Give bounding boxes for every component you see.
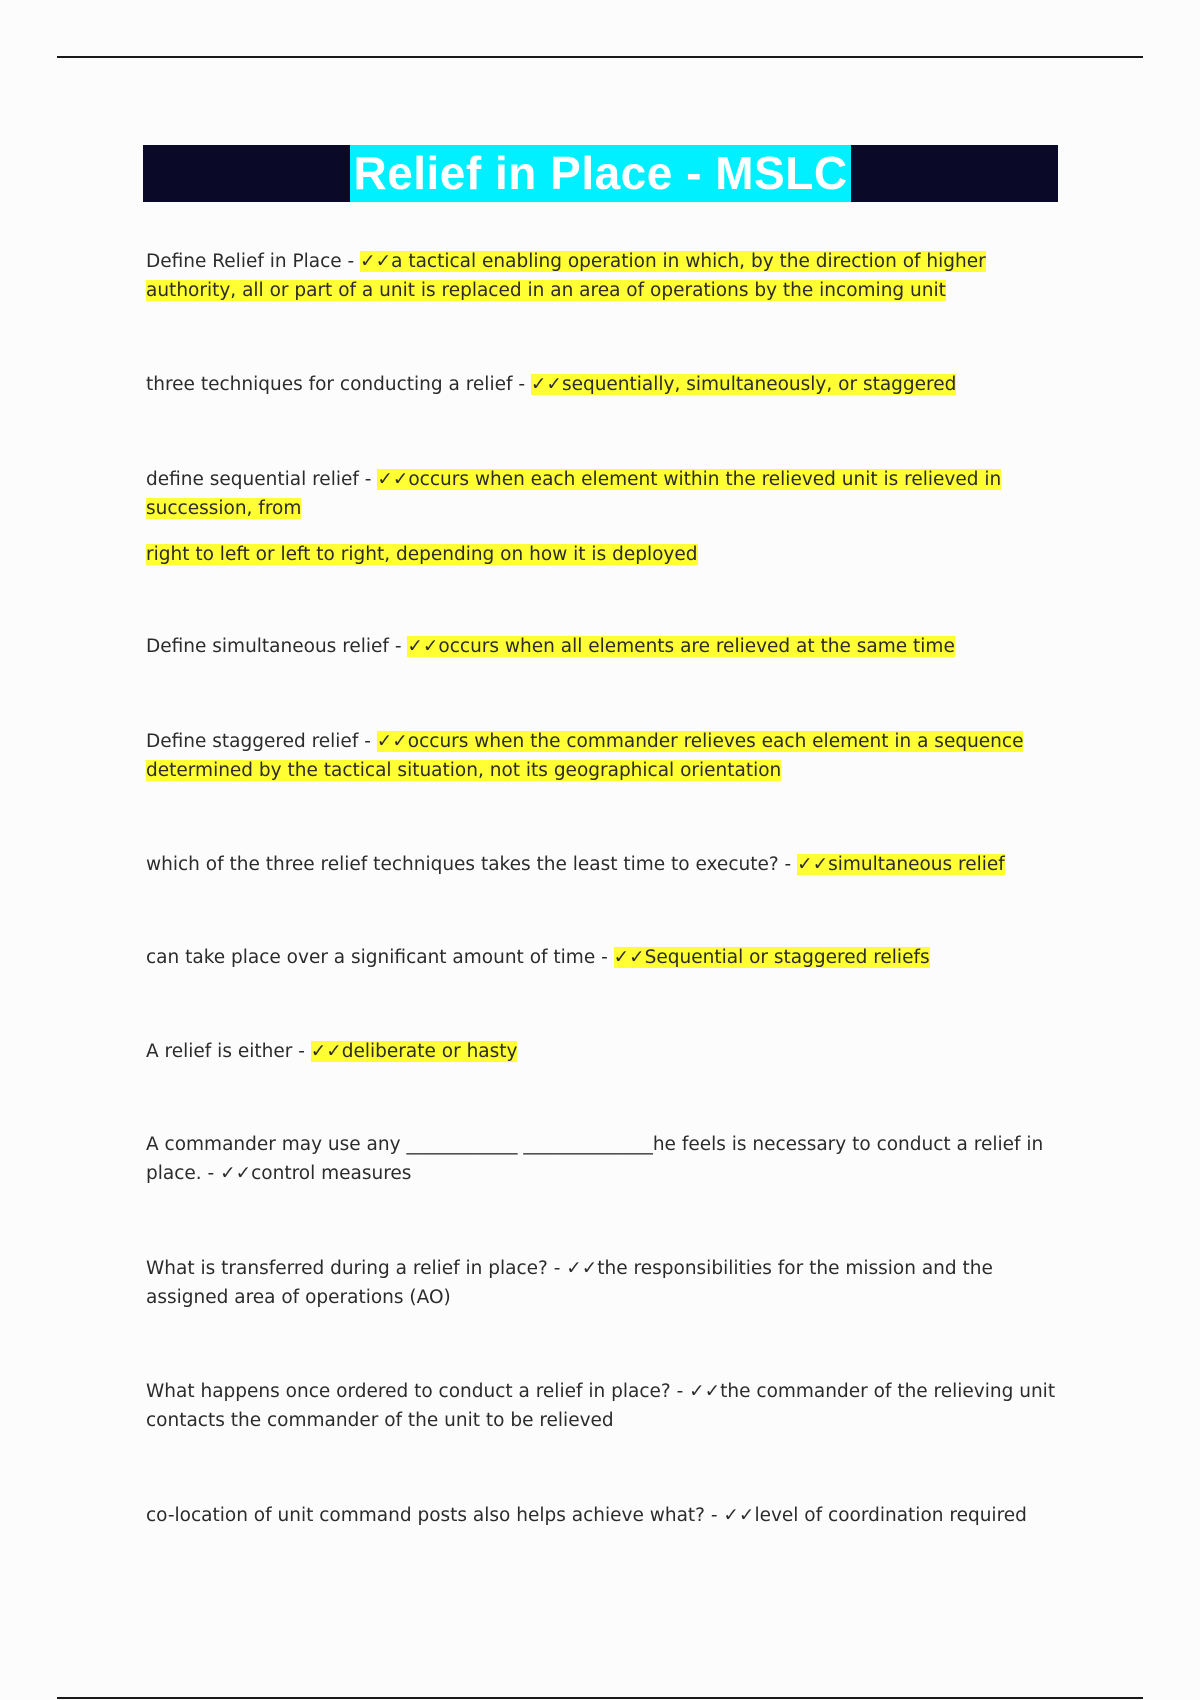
double-check-icon: ✓✓ — [220, 1163, 252, 1184]
double-check-icon: ✓✓ — [566, 1258, 598, 1279]
qa-item — [146, 632, 1066, 661]
qa-item-continuation — [146, 540, 1066, 569]
answer-text: sequentially, simultaneously, or staggered — [561, 374, 957, 395]
double-check-icon: ✓✓ — [613, 947, 645, 968]
double-check-icon: ✓✓ — [360, 251, 392, 272]
answer-text: a tactical enabling operation in which, by the direction of higher authority, all or part of a unit is replaced in an area of operations by the incoming unit — [146, 251, 986, 301]
answer-text: simultaneous relief — [828, 854, 1005, 875]
question-text: A commander may use any ____________ ______________he feels is necessary to conduct a relief in place. - — [146, 1134, 1044, 1184]
question-text: which of the three relief techniques takes the least time to execute? - — [146, 854, 798, 875]
top-rule — [57, 56, 1143, 58]
double-check-icon: ✓✓ — [376, 731, 408, 752]
answer-text: deliberate or hasty — [341, 1041, 518, 1062]
question-text: What is transferred during a relief in place? - — [146, 1258, 567, 1279]
qa-item — [146, 1254, 1066, 1312]
answer-text: level of coordination required — [754, 1505, 1027, 1526]
answer-text-continued: right to left or left to right, depending on how it is deployed — [146, 544, 698, 565]
answer-text: control measures — [251, 1163, 412, 1184]
answer-text: occurs when each element within the relieved unit is relieved in succession, from — [146, 469, 1002, 519]
double-check-icon: ✓✓ — [407, 636, 439, 657]
question-text: three techniques for conducting a relief - — [146, 374, 531, 395]
qa-item — [146, 943, 1066, 972]
title-banner — [143, 145, 1058, 202]
double-check-icon: ✓✓ — [377, 469, 409, 490]
qa-item — [146, 727, 1066, 785]
qa-item — [146, 1130, 1066, 1188]
question-text: co-location of unit command posts also helps achieve what? - — [146, 1505, 724, 1526]
question-text: Define Relief in Place - — [146, 251, 361, 272]
qa-item — [146, 1501, 1066, 1530]
answer-text: occurs when all elements are relieved at the same time — [438, 636, 955, 657]
question-text: define sequential relief - — [146, 469, 378, 490]
qa-item — [146, 247, 1066, 305]
qa-item — [146, 1377, 1066, 1435]
answer-text: occurs when the commander relieves each element in a sequence determined by the tactical situation, not its geographical orientation — [146, 731, 1024, 781]
question-text: can take place over a significant amount of time - — [146, 947, 614, 968]
answer-text: the commander of the relieving unit contacts the commander of the unit to be relieved — [146, 1381, 1056, 1431]
question-text: Define staggered relief - — [146, 731, 377, 752]
double-check-icon: ✓✓ — [723, 1505, 755, 1526]
answer-text: the responsibilities for the mission and the assigned area of operations (AO) — [146, 1258, 993, 1308]
bottom-rule — [57, 1697, 1143, 1699]
qa-item — [146, 370, 1066, 399]
question-text: What happens once ordered to conduct a relief in place? - — [146, 1381, 690, 1402]
question-text: Define simultaneous relief - — [146, 636, 408, 657]
double-check-icon: ✓✓ — [530, 374, 562, 395]
answer-text: Sequential or staggered reliefs — [644, 947, 930, 968]
qa-item — [146, 465, 1066, 523]
double-check-icon: ✓✓ — [310, 1041, 342, 1062]
document-title: Relief in Place - MSLC — [350, 145, 850, 202]
qa-item — [146, 850, 1066, 879]
question-text: A relief is either - — [146, 1041, 311, 1062]
qa-item — [146, 1037, 1066, 1066]
double-check-icon: ✓✓ — [797, 854, 829, 875]
double-check-icon: ✓✓ — [689, 1381, 721, 1402]
